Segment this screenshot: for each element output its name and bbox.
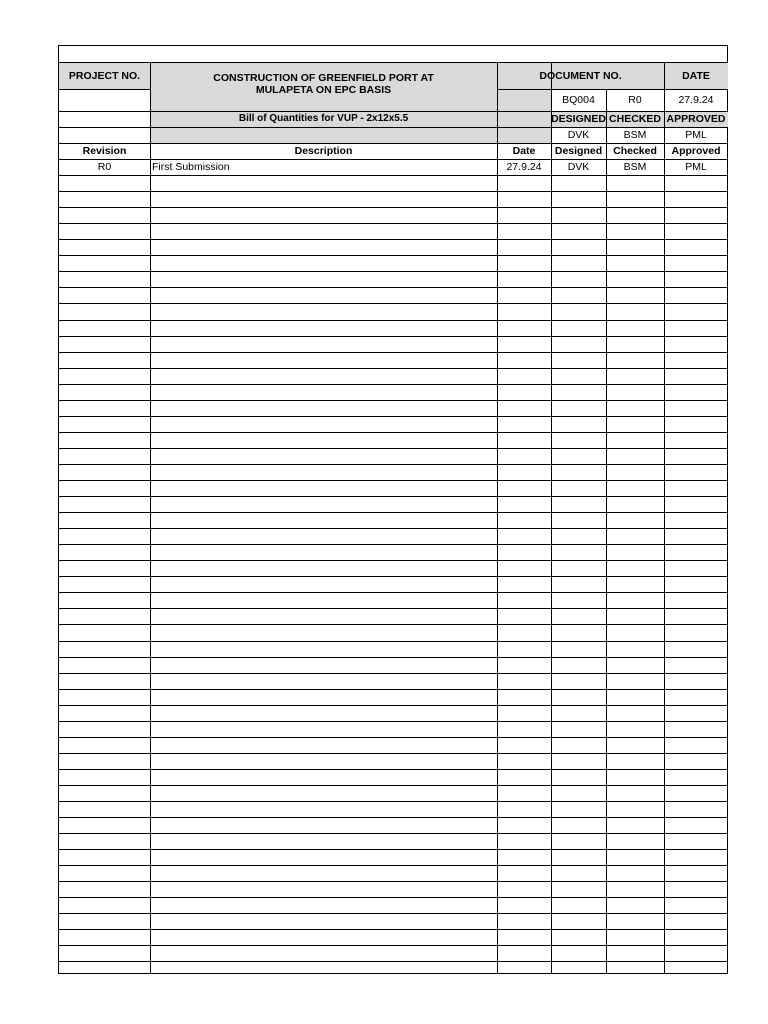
table-row-line [59, 239, 728, 240]
column-header-revision: Revision [82, 145, 127, 157]
subtitle: Bill of Quantities for VUP - 2x12x5.5 [238, 113, 409, 124]
table-row-line [59, 432, 728, 433]
table-row-line [59, 801, 728, 802]
table-row-line [59, 624, 728, 625]
table-row-line [59, 191, 728, 192]
header-top-line [59, 62, 728, 63]
project-title [150, 70, 497, 98]
header-divider-docno [551, 62, 552, 143]
approved-by: PML [685, 129, 707, 141]
document-no-label: DOCUMENT NO. [539, 69, 622, 82]
revision-value: R0 [628, 94, 642, 106]
table-row-line [59, 464, 728, 465]
table-row-line [59, 769, 728, 770]
approved-label: APPROVED [666, 113, 726, 125]
table-row-line [59, 544, 728, 545]
row-designed: DVK [567, 161, 590, 173]
table-row-line [59, 271, 728, 272]
table-row-line [59, 753, 728, 754]
table-row-line [59, 833, 728, 834]
table-row-line [59, 785, 728, 786]
subtitle-right-panel [497, 111, 551, 127]
table-row-line [59, 159, 728, 160]
table-row-line [59, 673, 728, 674]
designed-label: DESIGNED [551, 113, 606, 125]
column-header-date: Date [512, 145, 536, 157]
column-header-checked: Checked [613, 145, 657, 157]
header-divider-date [664, 62, 665, 143]
table-row-line [59, 448, 728, 449]
table-row-line [59, 961, 728, 962]
row-approved: PML [685, 161, 707, 173]
table-row-line [59, 849, 728, 850]
header-divider-rev [606, 89, 607, 143]
table-row-line [59, 881, 728, 882]
revision-sheet [58, 45, 728, 974]
table-row-line [59, 400, 728, 401]
column-header-description: Description [294, 145, 353, 157]
row-date: 27.9.24 [506, 161, 542, 173]
column-header-approved: Approved [671, 145, 721, 157]
table-row-line [59, 175, 728, 176]
table-row-line [59, 721, 728, 722]
table-row-line [59, 207, 728, 208]
header-line-title [59, 111, 728, 112]
table-row-line [59, 576, 728, 577]
table-row-line [59, 368, 728, 369]
header-line-roles [59, 143, 728, 144]
table-row-line [59, 480, 728, 481]
designed-by: DVK [567, 129, 590, 141]
blank-gray-panel-2 [497, 127, 551, 143]
table-row-line [59, 945, 728, 946]
project-title-line1: CONSTRUCTION OF GREENFIELD PORT AT [213, 72, 434, 84]
row-revision: R0 [97, 161, 112, 173]
table-row-line [59, 657, 728, 658]
table-row-line [59, 384, 728, 385]
header-divider-project [150, 62, 151, 143]
checked-by: BSM [623, 129, 647, 141]
table-row-line [59, 352, 728, 353]
checked-label: CHECKED [609, 113, 661, 125]
table-row-line [59, 592, 728, 593]
table-row-line [59, 817, 728, 818]
table-row-line [59, 416, 728, 417]
document-no-value: BQ004 [562, 94, 595, 106]
table-row-line [59, 512, 728, 513]
table-row-line [59, 320, 728, 321]
project-no-label: PROJECT NO. [68, 69, 141, 82]
table-row-line [59, 223, 728, 224]
table-row-line [59, 496, 728, 497]
project-title-line2: MULAPETA ON EPC BASIS [255, 84, 392, 96]
table-row-line [59, 689, 728, 690]
table-row-line [59, 641, 728, 642]
table-row-line [59, 303, 728, 304]
blank-gray-panel [150, 127, 497, 143]
table-row-line [59, 897, 728, 898]
header-line-docno [497, 89, 728, 90]
table-row-line [59, 336, 728, 337]
table-row-line [59, 737, 728, 738]
header-line-subtitle [59, 127, 728, 128]
header-line-projno [59, 89, 150, 90]
table-row-line [59, 287, 728, 288]
table-row-line [59, 255, 728, 256]
table-row-line [59, 608, 728, 609]
table-row-line [59, 705, 728, 706]
row-description: First Submission [152, 161, 230, 173]
doc-blank-panel [497, 89, 551, 111]
table-row-line [59, 528, 728, 529]
table-row-line [59, 560, 728, 561]
table-row-line [59, 929, 728, 930]
table-row-line [59, 913, 728, 914]
column-header-designed: Designed [554, 145, 603, 157]
table-row-line [59, 865, 728, 866]
date-label: DATE [682, 69, 710, 82]
row-checked: BSM [623, 161, 647, 173]
date-value: 27.9.24 [678, 94, 714, 106]
header-divider-title [497, 62, 498, 143]
